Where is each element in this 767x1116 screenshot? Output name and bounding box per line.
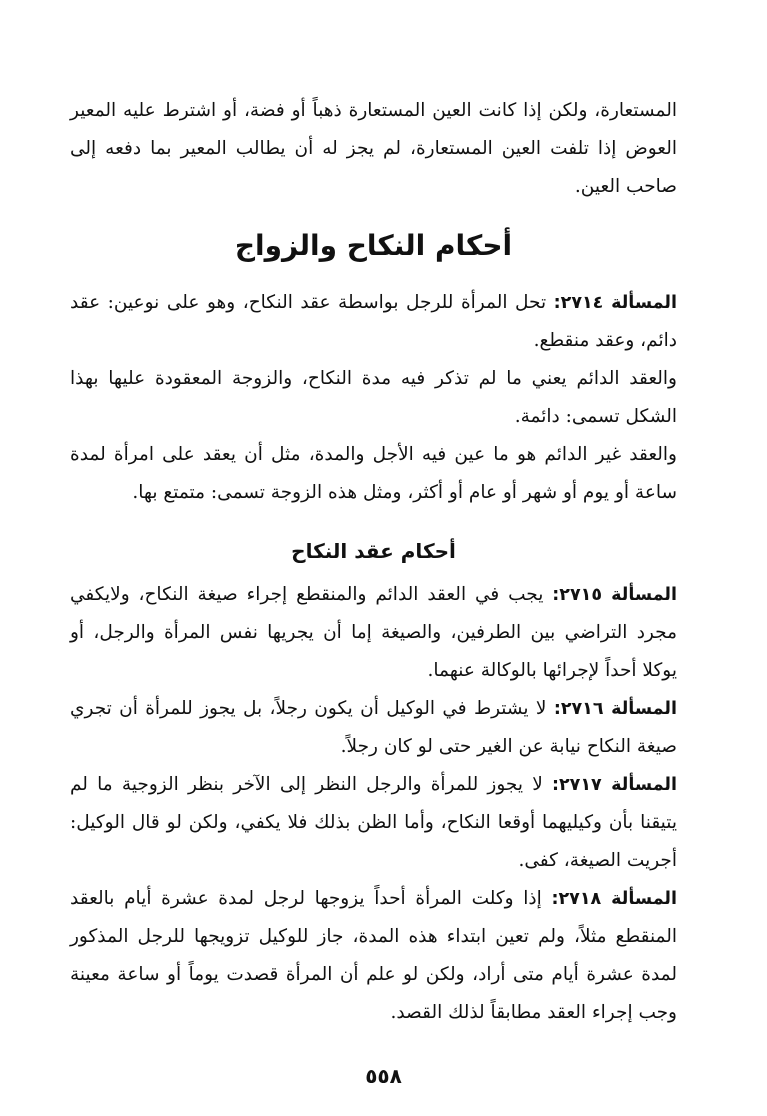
issue-2715-paragraph xyxy=(70,576,677,690)
issue-2717-label: المسألة ٢٧١٧: xyxy=(551,775,677,795)
issue-2716-label: المسألة ٢٧١٦: xyxy=(553,699,677,719)
issue-2716-paragraph xyxy=(70,690,677,766)
intro-paragraph: المستعارة، ولكن إذا كانت العين المستعارة ذهباً أو فضة، أو اشترط عليه المعير العوض إذا تلفت العين المستعارة، لم يجز له أن يطالب المعير بما دفعه إلى صاحب العين. xyxy=(70,100,677,197)
issue-2717-paragraph xyxy=(70,766,677,880)
issue-2714-paragraph xyxy=(70,284,677,360)
permanent-contract-paragraph: والعقد الدائم يعني ما لم تذكر فيه مدة النكاح، والزوجة المعقودة عليها بهذا الشكل تسمى: دائمة. xyxy=(70,368,677,427)
section-title: أحكام النكاح والزواج xyxy=(234,229,513,262)
issue-2715-label: المسألة ٢٧١٥: xyxy=(552,585,677,605)
issue-2715-text: يجب في العقد الدائم والمنقطع إجراء صيغة النكاح، ولايكفي مجرد التراضي بين الطرفين، والصيغة إما أن يجريها نفس المرأة والرجل، أو يوكلا أحداً لإجرائها بالوكالة عنهما. xyxy=(70,584,677,681)
temporary-contract-paragraph: والعقد غير الدائم هو ما عين فيه الأجل والمدة، مثل أن يعقد على امرأة لمدة ساعة أو يوم أو شهر أو عام أو أكثر، ومثل هذه الزوجة تسمى: متمتع بها. xyxy=(70,444,677,503)
page-body xyxy=(70,92,677,1032)
issue-2718-paragraph xyxy=(70,880,677,1032)
issue-2718-text: إذا وكلت المرأة أحداً يزوجها لرجل لمدة عشرة أيام بالعقد المنقطع مثلاً، ولم تعين ابتداء هذه المدة، جاز للوكيل تزويجها للرجل المذكور لمدة عشرة أيام متى أراد، ولكن لو علم أن المرأة قصدت يوماً أو ساعة معينة وجب إجراء العقد مطابقاً لذلك القصد. xyxy=(70,888,677,1023)
issue-2714-label: المسألة ٢٧١٤: xyxy=(553,293,677,313)
issue-2717-text: لا يجوز للمرأة والرجل النظر إلى الآخر بنظر الزوجية ما لم يتيقنا بأن وكيليهما أوقعا النكاح، وأما الظن بذلك فلا يكفي، ولكن لو قال الوكيل: أجريت الصيغة، كفى. xyxy=(70,774,677,871)
issue-2718-label: المسألة ٢٧١٨: xyxy=(551,889,677,909)
subsection-title: أحكام عقد النكاح xyxy=(291,539,456,563)
page-number: ٥٥٨ xyxy=(365,1064,402,1088)
issue-2716-text: لا يشترط في الوكيل أن يكون رجلاً، بل يجوز للمرأة أن تجري صيغة النكاح نيابة عن الغير حتى لو كان رجلاً. xyxy=(70,698,677,757)
issue-2714-text: تحل المرأة للرجل بواسطة عقد النكاح، وهو على نوعين: عقد دائم، وعقد منقطع. xyxy=(70,292,677,351)
